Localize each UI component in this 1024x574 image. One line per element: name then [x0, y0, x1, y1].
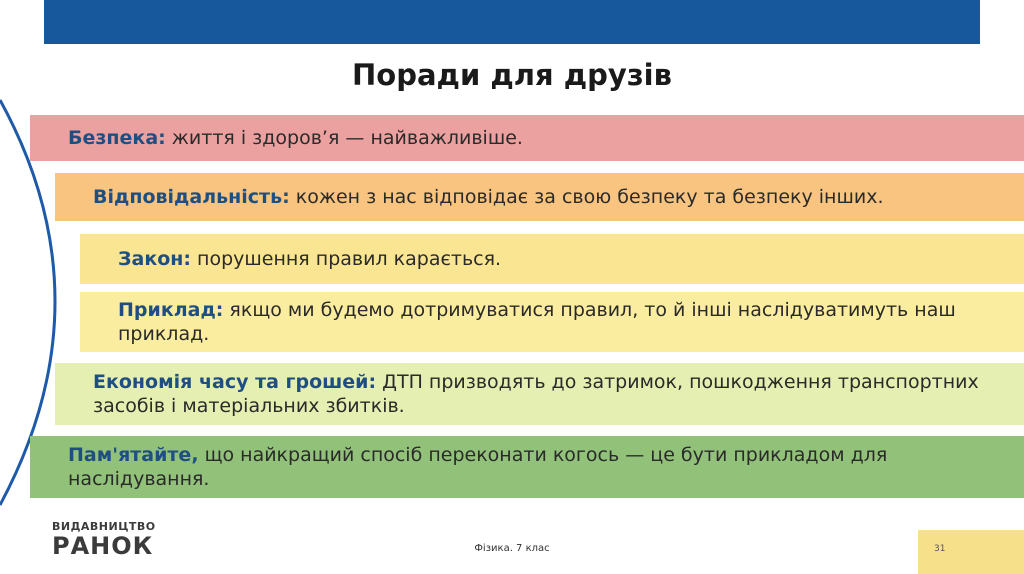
- tip-text: якщо ми будемо дотримуватися правил, то й інші наслідуватимуть наш приклад.: [118, 299, 956, 345]
- tip-label: Відповідальність:: [93, 186, 290, 208]
- tip-label: Пам'ятайте,: [68, 444, 199, 466]
- tip-label: Економія часу та грошей:: [93, 371, 377, 393]
- slide-title: Поради для друзів: [352, 58, 672, 92]
- tip-strip-economy: [55, 363, 1024, 425]
- tip-text: ДТП призводять до затримок, пошкодження транспортних засобів і матеріальних збитків.: [93, 371, 979, 417]
- tip-strip-responsibility: [55, 173, 1024, 221]
- logo-line1: ВИДАВНИЦТВО: [52, 520, 156, 533]
- tip-text: порушення правил карається.: [191, 248, 502, 270]
- tip-strip-remember: [30, 436, 1024, 498]
- tip-strip-safety: [30, 115, 1024, 161]
- tip-label: Безпека:: [68, 127, 166, 149]
- tip-label: Приклад:: [118, 299, 224, 321]
- tip-strip-law: [80, 234, 1024, 284]
- header-bar: [44, 0, 980, 44]
- page-number: 31: [934, 544, 946, 554]
- footer-subject: Фізика. 7 клас: [474, 543, 550, 554]
- logo-line2: РАНОК: [52, 532, 154, 560]
- tip-text: кожен з нас відповідає за свою безпеку та безпеку інших.: [289, 186, 884, 208]
- tip-label: Закон:: [118, 248, 191, 270]
- tip-strip-example: [80, 292, 1024, 352]
- tip-text: життя і здоров’я — найважливіше.: [165, 127, 523, 149]
- tip-text: що найкращий спосіб переконати когось — це бути прикладом для наслідування.: [68, 444, 888, 490]
